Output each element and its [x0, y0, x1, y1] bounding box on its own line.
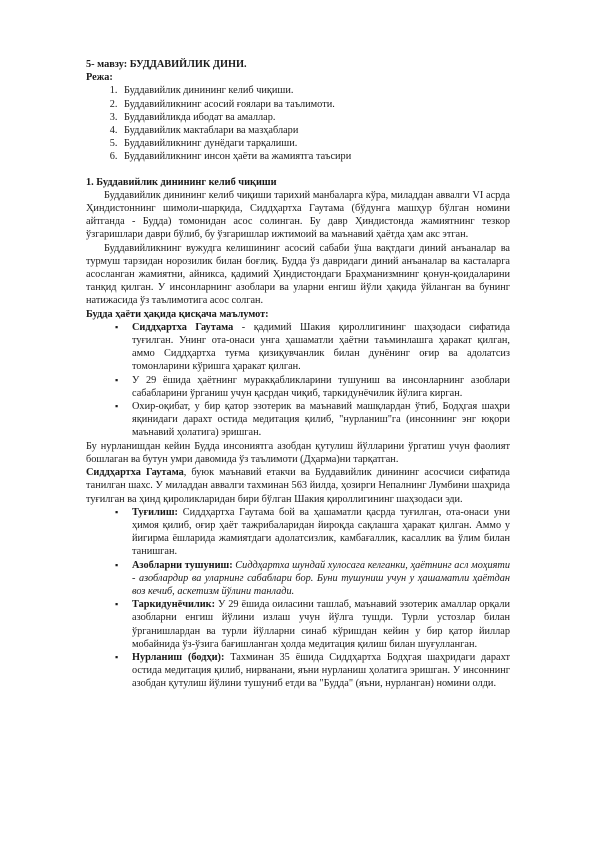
list-item-term: Азобларни тушуниш:	[132, 559, 233, 571]
list-item-text: Сиддҳартха шундай хулосага келганки, ҳаётнинг асл моҳияти - азоблардир ва уларнинг сабаблари бор. Буни тушуниш учун у ҳашаматли ҳаётдан воз кечиб, аскетизм йўлини танлади.	[132, 559, 510, 597]
list-item	[115, 506, 510, 559]
paragraph-text: , буюк маънавий етакчи ва Буддавийлик динининг асосчиси сифатида танилган шахс. У миладдан аввалги тахминан 563 йилда, ҳозирги Непалнинг Лумбини шаҳрида туғилган ва ҳинд қироликларидан бири бўлган Шакия қироллигининг шаҳзодаси эди.	[86, 467, 510, 505]
bullet-icon: ▪	[115, 559, 119, 570]
bullet-icon: ▪	[115, 401, 119, 412]
list-item-text: У 29 ёшида ҳаётнинг муракқабликларини тушуниш ва инсонларнинг азоблари сабабларини ўрганиш учун қасрдан чиқиб, таркидунёчилик йўлига кирган.	[132, 374, 510, 399]
list-item	[115, 559, 510, 599]
list-item-text: Тахминан 35 ёшида Сиддҳартха Бодҳгая шаҳридаги дарахт остида медитация қилиб, нирванани, яъни нурланиш ҳолатига эришган. У инсоннинг азобдан қутулиш йўлини тушуниб етди ва "Будда" (яъни, нурланган) номини олди.	[132, 651, 510, 690]
section-heading: 1. Буддавийлик динининг келиб чиқиши	[86, 176, 277, 188]
list-item	[115, 651, 510, 691]
paragraph: Буддавийликнинг вужудга келишининг асосий сабаби ўша вақтдаги диний анъаналар ва турмуш тарзидан норозилик билан боғлиқ. Будда ўз давридаги диний анъаналар ва касталарга асосланган жамиятни, айникса, қадимий Ҳиндистондаги Браҳманизмнинг қонун-қоидаларини танқид қилган. У инсонларнинг азоблари ва уларни енгиш йўли ҳақида ўйланган ва бунинг натижасида ўз таълимотига асос солган.	[86, 242, 510, 307]
subheading: Будда ҳаёти ҳақида қисқача маълумот:	[86, 308, 269, 320]
list-item-text: У 29 ёшида оиласини ташлаб, маънавий эзотерик амаллар орқали азобларни енгиш йўлини излаш учун йўлга тушди. Турли устозлар билан ўрганишлардан ва турли йўлларни синаб кўришдан кейин у бир қатор йиллар мобайнида ўз-ўзига бағишланган ҳолда медитация қилиш билан шуғулланган.	[132, 599, 510, 650]
plan-item: 6. Буддавийликнинг инсон ҳаёти ва жамиятга таъсири	[120, 150, 510, 163]
plan-list	[86, 84, 510, 163]
plan-item: 5. Буддавийликнинг дунёдаги тарқалиши.	[120, 137, 510, 150]
list-item-term: Нурланиш (бодҳи):	[132, 651, 225, 663]
paragraph: Бу нурланишдан кейин Будда инсониятга азобдан қутулиш йўлларини ўргатиш учун фаолият бошлаган ва бутун умри давомида ўз таълимоти (Дҳарма)ни тарқатган.	[86, 440, 510, 465]
list-item-text: - қадимий Шакия қироллигининг шаҳзодаси сифатида туғилган. Унинг ота-онаси унга ҳашаматли ҳаётни таъминлашга ҳаракат қилган, аммо Сиддҳартха туғма қизиқувчанлик билан дунёнинг оғир ва адолатсиз томонларини кўришга ҳаракат қилган.	[132, 321, 510, 373]
plan-label: Режа:	[86, 72, 113, 84]
bullet-icon: ▪	[115, 506, 119, 517]
list-item-text: Сиддҳартха Гаутама бой ва ҳашаматли қасрда туғилган, ота-онаси уни ҳимоя қилиб, оғир ҳаёт тажрибаларидан йироқда сақлашга ҳаракат қилган. Аммо у йигирма ёшларида жамиятдаги адолатсизлик, камбағаллик, касаллик ва ўлим билан танишган.	[132, 506, 510, 558]
plan-item: 3. Буддавийликда ибодат ва амаллар.	[120, 111, 510, 124]
list-item	[115, 321, 510, 374]
plan-item: 2. Буддавийликнинг асосий ғоялари ва таълимоти.	[120, 98, 510, 111]
paragraph: Буддавийлик динининг келиб чиқиши тарихий манбаларга кўра, миладдан аввалги VI асрда Ҳиндистоннинг шимоли-шарқида, Сиддҳартха Гаутама (бўдунга машҳур бўлган номини айтганда - Будда) томонидан асос солинган. Бу давр Ҳиндистонда жамиятнинг тезкор ўзгаришлари даври бўлиб, бу ўзгаришлар ижтимоий ва маънавий ҳаётда ҳам акс этган.	[86, 189, 510, 241]
list-item-term: Туғилиш:	[132, 506, 178, 518]
list-item-text: Охир-оқибат, у бир қатор эзотерик ва маънавий машқлардан ўтиб, Бодҳгая шаҳри яқинидаги дарахт остида медитация қилиб, "нурланиш"га (инсоннинг энг юқори маънавий ҳолатига) эришган.	[132, 401, 510, 439]
list-item-term: Сиддҳартха Гаутама	[132, 321, 234, 333]
bullet-icon: ▪	[115, 374, 119, 385]
bullet-icon: ▪	[115, 651, 119, 662]
list-item	[115, 400, 510, 440]
list-item	[115, 598, 510, 651]
plan-item: 4. Буддавийлик мактаблари ва мазҳаблари	[120, 124, 510, 137]
bullet-icon: ▪	[115, 321, 119, 332]
bullet-list-life-stages	[86, 506, 510, 691]
plan-item: 1. Буддавийлик динининг келиб чиқиши.	[120, 84, 510, 97]
document-title: 5- мавзу: БУДДАВИЙЛИК ДИНИ.	[86, 59, 247, 70]
bullet-list-biography	[86, 321, 510, 440]
paragraph	[86, 466, 510, 506]
list-item-term: Таркидунёчилик:	[132, 599, 216, 611]
list-item	[115, 374, 510, 400]
paragraph-term: Сиддҳартха Гаутама	[86, 467, 184, 479]
bullet-icon: ▪	[115, 599, 119, 610]
